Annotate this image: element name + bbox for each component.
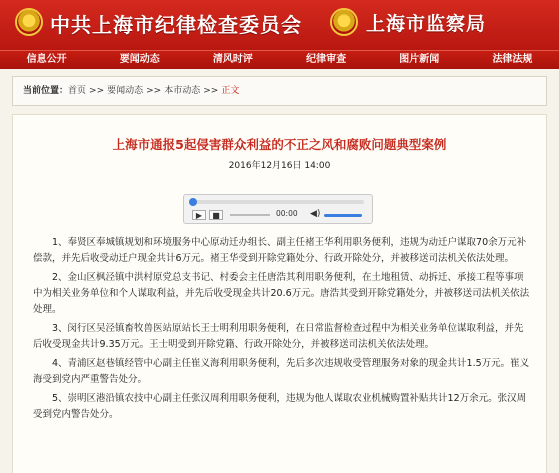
article-date: 2016年12月16日 14:00 [228, 161, 331, 171]
breadcrumb-home[interactable]: 首页 [68, 86, 87, 96]
volume-icon[interactable]: ◀) [310, 209, 321, 219]
breadcrumb-current: 正文 [221, 86, 240, 96]
breadcrumb-separator: >> [203, 86, 219, 96]
site-title-commission[interactable]: 中共上海市纪律检查委员会 [50, 13, 302, 37]
audio-time: 00:00 [276, 209, 298, 218]
play-button[interactable]: ▶ [192, 210, 206, 220]
party-emblem-icon [15, 8, 43, 36]
article-paragraph: 1、奉贤区奉城镇规划和环境服务中心原动迁办组长、副主任褚王华利用职务便利，违规为动迁户谋取70余万元补偿款，并先后收受动迁户现金共计6万元。褚王华受到开除党籍处分、行政开除处分，并被移送司法机关依法处理。 [33, 237, 527, 264]
stop-button[interactable]: ■ [209, 210, 223, 220]
breadcrumb-prefix: 当前位置： [23, 86, 69, 96]
article-body [33, 235, 530, 426]
article-paragraph: 2、金山区枫泾镇中洪村原党总支书记、村委会主任唐浩其利用职务便利，在土地租赁、动拆迁、承接工程等事项中为相关业务单位和个人谋取利益，并先后收受现金共计20.6万元。唐浩其受到开除党籍处分，并被移送司法机关依法处理。 [33, 272, 530, 315]
nav-item-discipline-review[interactable]: 纪律审查 [306, 54, 347, 65]
nav-item-photo-news[interactable]: 图片新闻 [399, 54, 440, 65]
article-paragraph: 3、闵行区吴泾镇畜牧兽医站原站长王士明利用职务便利，在日常监督检查过程中为相关业务单位谋取利益，并先后收受现金共计9.35万元。王士明受到开除党籍、行政开除处分，并被移送司法机关依法处理。 [33, 323, 524, 350]
breadcrumb-separator: >> [146, 86, 162, 96]
site-header [0, 0, 559, 50]
nav-item-news[interactable]: 要闻动态 [119, 54, 160, 65]
audio-progress-handle[interactable] [189, 198, 197, 206]
article [12, 114, 547, 473]
article-paragraph: 4、青浦区赵巷镇经管中心副主任崔义海利用职务便利，先后多次违规收受管理服务对象的现金共计1.5万元。崔义海受到党内严重警告处分。 [33, 358, 530, 385]
article-title: 上海市通报5起侵害群众利益的不正之风和腐败问题典型案例 [112, 137, 447, 152]
article-paragraph: 5、崇明区港沿镇农技中心副主任张汉周利用职务便利，违规为他人谋取农业机械购置补贴共计12万余元。张汉周受到党内警告处分。 [33, 393, 527, 420]
audio-seek-bar[interactable] [230, 214, 270, 216]
breadcrumb-separator: >> [89, 86, 105, 96]
audio-player [183, 194, 373, 224]
site-title-supervision[interactable]: 上海市监察局 [366, 13, 487, 35]
nav-item-laws[interactable]: 法律法规 [492, 54, 533, 65]
audio-progress-track[interactable] [192, 200, 364, 204]
breadcrumb-local-news[interactable]: 本市动态 [164, 86, 201, 96]
breadcrumb-news[interactable]: 要闻动态 [107, 86, 144, 96]
volume-slider[interactable] [324, 214, 362, 217]
main-nav [0, 50, 559, 69]
breadcrumb [12, 76, 547, 106]
national-emblem-icon [330, 8, 358, 36]
nav-item-info-disclosure[interactable]: 信息公开 [26, 54, 67, 65]
nav-item-commentary[interactable]: 清风时评 [212, 54, 253, 65]
